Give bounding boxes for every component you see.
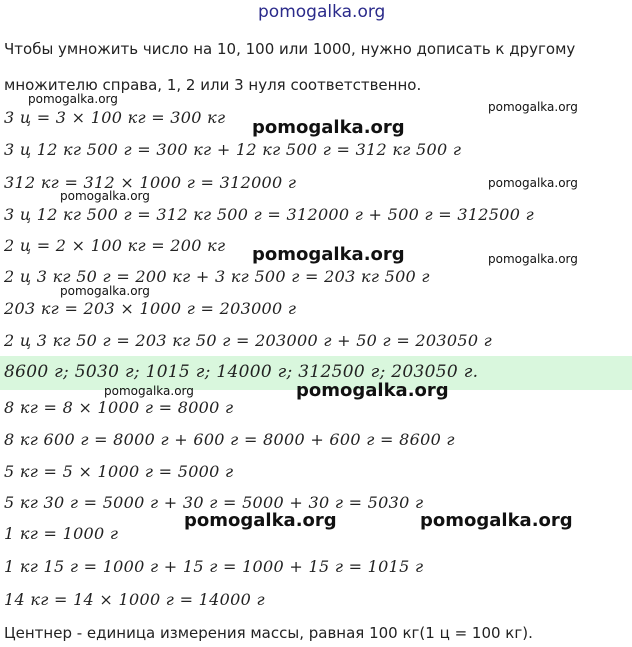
- calc-line: 3 ц 12 кг 500 г = 300 кг + 12 кг 500 г = 312 кг 500 г: [4, 140, 462, 159]
- watermark: pomogalka.org: [252, 117, 405, 138]
- calc-line: 312 кг = 312 × 1000 г = 312000 г: [4, 173, 297, 192]
- watermark: pomogalka.org: [296, 380, 449, 401]
- watermark: pomogalka.org: [104, 384, 194, 398]
- calc-line: 2 ц = 2 × 100 кг = 200 кг: [4, 236, 226, 255]
- watermark: pomogalka.org: [60, 189, 150, 203]
- calc-line: 3 ц = 3 × 100 кг = 300 кг: [4, 108, 226, 127]
- calc-line: 5 кг 30 г = 5000 г + 30 г = 5000 + 30 г = 5030 г: [4, 493, 424, 512]
- calc-line: 203 кг = 203 × 1000 г = 203000 г: [4, 299, 297, 318]
- answer-line: 8600 г; 5030 г; 1015 г; 14000 г; 312500 г; 203050 г.: [4, 362, 479, 382]
- watermark: pomogalka.org: [60, 284, 150, 298]
- calc-line: 5 кг = 5 × 1000 г = 5000 г: [4, 462, 234, 481]
- calc-line: 14 кг = 14 × 1000 г = 14000 г: [4, 590, 265, 609]
- watermark: pomogalka.org: [184, 510, 337, 531]
- calc-line: 8 кг 600 г = 8000 г + 600 г = 8000 + 600 г = 8600 г: [4, 430, 455, 449]
- calc-line: 2 ц 3 кг 50 г = 203 кг 50 г = 203000 г + 50 г = 203050 г: [4, 331, 493, 350]
- watermark: pomogalka.org: [488, 176, 578, 190]
- watermark: pomogalka.org: [252, 244, 405, 265]
- calc-line: 1 кг = 1000 г: [4, 524, 119, 543]
- watermark-top: pomogalka.org: [258, 2, 386, 22]
- footer-text: Центнер - единица измерения массы, равная 100 кг(1 ц = 100 кг).: [4, 624, 533, 642]
- watermark: pomogalka.org: [488, 252, 578, 266]
- intro-text-2: множителю справа, 1, 2 или 3 нуля соответственно.: [4, 76, 422, 94]
- watermark: pomogalka.org: [420, 510, 573, 531]
- calc-line: 2 ц 3 кг 50 г = 200 кг + 3 кг 500 г = 203 кг 500 г: [4, 267, 430, 286]
- watermark: pomogalka.org: [488, 100, 578, 114]
- calc-line: 3 ц 12 кг 500 г = 312 кг 500 г = 312000 г + 500 г = 312500 г: [4, 205, 534, 224]
- watermark: pomogalka.org: [28, 92, 118, 106]
- calc-line: 8 кг = 8 × 1000 г = 8000 г: [4, 398, 234, 417]
- calc-line: 1 кг 15 г = 1000 г + 15 г = 1000 + 15 г = 1015 г: [4, 557, 424, 576]
- intro-text: Чтобы умножить число на 10, 100 или 1000, нужно дописать к другому: [4, 40, 576, 58]
